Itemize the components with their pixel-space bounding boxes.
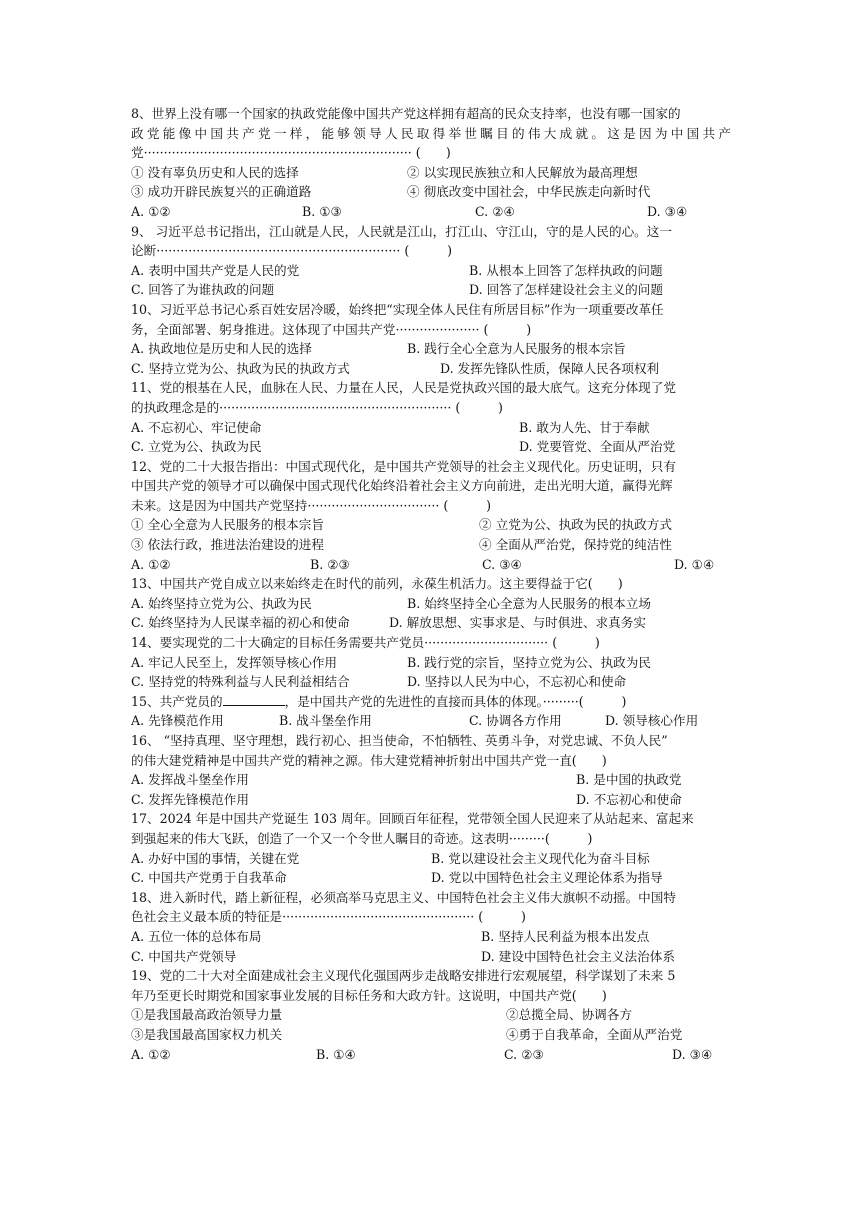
statement-3: ③ 依法行政，推进法治建设的进程 (131, 537, 324, 553)
question-18-options-row-1 (131, 927, 731, 947)
option-d[interactable]: D. 回答了怎样建设社会主义的问题 (469, 282, 663, 298)
question-17 (131, 809, 731, 887)
question-12-stem-line-2: 中国共产党的领导才可以确保中国式现代化始终沿着社会主义方向前进，走出光明大道，赢得光辉 (131, 478, 673, 494)
question-17-stem-line-2: 到强起来的伟大飞跃，创造了一个又一个令世人瞩目的奇迹。这表明·········( ) (131, 830, 593, 846)
question-8 (131, 104, 731, 222)
question-9-options-row-2 (131, 280, 731, 300)
question-9-options-row-1 (131, 261, 731, 281)
statement-1: ① 没有辜负历史和人民的选择 (131, 164, 299, 180)
option-d[interactable]: D. 坚持以人民为中心，不忘初心和使命 (407, 674, 627, 690)
option-c[interactable]: C. ②④ (475, 203, 515, 219)
question-12-statements-row-1 (131, 515, 731, 535)
option-c[interactable]: C. 发挥先锋模范作用 (131, 791, 249, 807)
statement-2: ② 以实现民族独立和人民解放为最高理想 (407, 164, 638, 180)
option-c[interactable]: C. 中国共产党勇于自我革命 (131, 870, 287, 886)
question-16 (131, 731, 731, 809)
question-18-stem-line-1: 18、进入新时代，踏上新征程，必须高举马克思主义、中国特色社会主义伟大旗帜不动摇。中国特 (131, 889, 676, 905)
question-14-stem: 14、要实现党的二十大确定的目标任务需要共产党员······························· ( ) (131, 635, 600, 651)
option-c[interactable]: C. ③④ (482, 556, 522, 572)
option-b[interactable]: B. ①④ (316, 1046, 356, 1062)
option-c[interactable]: C. 坚持立党为公、执政为民的执政方式 (131, 360, 350, 376)
option-b[interactable]: B. 是中国的执政党 (576, 772, 682, 788)
question-8-options (131, 202, 731, 222)
question-13-options-row-1 (131, 594, 731, 614)
option-d[interactable]: D. ①④ (674, 556, 715, 572)
question-12-statements-row-2 (131, 535, 731, 555)
question-17-stem-line-1: 17、2024 年是中国共产党诞生 103 周年。回顾百年征程，党带领全国人民迎来了从站起来、富起来 (131, 811, 694, 827)
question-12 (131, 457, 731, 575)
question-15-stem (131, 692, 731, 712)
question-19-options (131, 1045, 731, 1065)
question-16-stem-line-2: 的伟大建党精神是中国共产党的精神之源。伟大建党精神折射出中国共产党一直( ) (131, 752, 607, 768)
statement-3: ③是我国最高国家权力机关 (131, 1026, 283, 1042)
question-15 (131, 692, 731, 731)
question-12-stem-line-1: 12、党的二十大报告指出：中国式现代化，是中国共产党领导的社会主义现代化。历史证明，只有 (131, 458, 676, 474)
question-19 (131, 966, 731, 1064)
question-17-options-row-1 (131, 849, 731, 869)
question-15-stem-start: 15、共产党员的 (131, 693, 223, 709)
option-b[interactable]: B. 始终坚持全心全意为人民服务的根本立场 (407, 595, 651, 611)
question-8-stem-line-1: 8、世界上没有哪一个国家的执政党能像中国共产党这样拥有超高的民众支持率，也没有哪一国家的 (131, 106, 681, 121)
option-b[interactable]: B. 敢为人先、甘于奉献 (519, 419, 650, 435)
statement-1: ①是我国最高政治领导力量 (131, 1007, 283, 1023)
question-12-options (131, 555, 731, 575)
worksheet-page (131, 104, 731, 1064)
statement-4: ④勇于自我革命，全面从严治党 (506, 1026, 683, 1042)
question-13 (131, 574, 731, 633)
option-c[interactable]: C. 坚持党的特殊利益与人民利益相结合 (131, 674, 350, 690)
option-a[interactable]: A. 发挥战斗堡垒作用 (131, 772, 249, 788)
question-9 (131, 222, 731, 300)
statement-2: ②总揽全局、协调各方 (506, 1007, 632, 1023)
option-a[interactable]: A. 牢记人民至上，发挥领导核心作用 (131, 654, 338, 670)
option-d[interactable]: D. ③④ (672, 1046, 713, 1062)
question-19-statements-row-1 (131, 1005, 731, 1025)
option-a[interactable]: A. ①② (131, 203, 171, 219)
option-a[interactable]: A. 始终坚持立党为公、执政为民 (131, 595, 312, 611)
option-d[interactable]: D. 党要管党、全面从严治党 (519, 439, 676, 455)
option-b[interactable]: B. ①③ (302, 203, 342, 219)
statement-4: ④ 全面从严治党，保持党的纯洁性 (479, 537, 672, 553)
option-a[interactable]: A. 不忘初心、牢记使命 (131, 419, 262, 435)
question-8-stem-line-3: 党··································································· ( ) (131, 145, 451, 161)
question-11 (131, 378, 731, 456)
question-16-options-row-2 (131, 790, 731, 810)
question-10-options-row-2 (131, 359, 731, 379)
question-12-stem-line-3: 未来。这是因为中国共产党坚持································· ( ) (131, 497, 492, 513)
question-14-options-row-1 (131, 653, 731, 673)
option-b[interactable]: B. 战斗堡垒作用 (279, 713, 372, 729)
question-17-options-row-2 (131, 868, 731, 888)
question-13-stem: 13、中国共产党自成立以来始终走在时代的前列，永葆生机活力。这主要得益于它( ) (131, 576, 623, 592)
statement-3: ③ 成功开辟民族复兴的正确道路 (131, 184, 312, 200)
question-10 (131, 300, 731, 378)
question-18-options-row-2 (131, 947, 731, 967)
answer-blank[interactable] (223, 693, 285, 706)
question-10-stem-line-1: 10、习近平总书记心系百姓安居冷暖，始终把“实现全体人民住有所居目标”作为一项重要改革任 (131, 301, 664, 317)
question-15-options (131, 711, 731, 731)
question-19-stem-line-1: 19、党的二十大对全面建成社会主义现代化强国两步走战略安排进行宏观展望，科学谋划了未来 5 (131, 968, 676, 984)
question-8-stem-line-2: 政党能像中国共产党一样，能够领导人民取得举世瞩目的伟大成就。这是因为中国共产 (131, 125, 731, 141)
option-d[interactable]: D. 领导核心作用 (605, 713, 699, 729)
option-c[interactable]: C. 始终坚持为人民谋幸福的初心和使命 (131, 615, 350, 631)
option-a[interactable]: A. 办好中国的事情，关键在党 (131, 850, 300, 866)
option-a[interactable]: A. 执政地位是历史和人民的选择 (131, 341, 312, 357)
option-a[interactable]: A. 表明中国共产党是人民的党 (131, 262, 300, 278)
option-d[interactable]: D. 党以中国特色社会主义理论体系为指导 (431, 870, 663, 886)
option-d[interactable]: D. 不忘初心和使命 (576, 791, 682, 807)
question-19-statements-row-2 (131, 1025, 731, 1045)
option-d[interactable]: D. 建设中国特色社会主义法治体系 (481, 948, 675, 964)
option-c[interactable]: C. 回答了为谁执政的问题 (131, 282, 275, 298)
question-18 (131, 888, 731, 966)
option-b[interactable]: B. 党以建设社会主义现代化为奋斗目标 (431, 850, 650, 866)
option-b[interactable]: B. 践行全心全意为人民服务的根本宗旨 (407, 341, 626, 357)
question-16-options-row-1 (131, 770, 731, 790)
question-16-stem-line-1: 16、 “坚持真理、坚守理想，践行初心、担当使命，不怕牺牲、英勇斗争，对党忠诚、不负人民” (131, 733, 668, 748)
question-9-stem-line-2: 论断····························································· ( ) (131, 243, 452, 259)
statement-1: ① 全心全意为人民服务的根本宗旨 (131, 517, 324, 533)
question-10-stem-line-2: 务，全面部署、躬身推进。这体现了中国共产党····················· ( ) (131, 321, 532, 337)
question-13-options-row-2 (131, 613, 731, 633)
option-c[interactable]: C. ②③ (504, 1046, 544, 1062)
question-14-options-row-2 (131, 672, 731, 692)
option-d[interactable]: D. 解放思想、实事求是、与时俱进、求真务实 (389, 615, 646, 631)
question-11-stem-line-1: 11、党的根基在人民，血脉在人民、力量在人民，人民是党执政兴国的最大底气。这充分体现了党 (131, 380, 676, 396)
question-10-options-row-1 (131, 339, 731, 359)
question-11-options-row-1 (131, 418, 731, 438)
question-11-options-row-2 (131, 437, 731, 457)
option-b[interactable]: B. 从根本上回答了怎样执政的问题 (469, 262, 663, 278)
option-b[interactable]: B. 坚持人民利益为根本出发点 (481, 928, 650, 944)
question-18-stem-line-2: 色社会主义最本质的特征是················································ ( ) (131, 909, 526, 925)
option-c[interactable]: C. 协调各方作用 (469, 713, 562, 729)
question-14 (131, 633, 731, 692)
question-11-stem-line-2: 的执政理念是的·························································· ( ) (131, 399, 503, 415)
question-15-stem-end: ，是中国共产党的先进性的直接而具体的体现。·········( ) (284, 693, 627, 709)
option-d[interactable]: D. 发挥先锋队性质，保障人民各项权利 (440, 360, 660, 376)
option-c[interactable]: C. 中国共产党领导 (131, 948, 237, 964)
option-b[interactable]: B. ②③ (310, 556, 350, 572)
statement-4: ④ 彻底改变中国社会，中华民族走向新时代 (407, 184, 651, 200)
question-8-statements-row-1 (131, 163, 731, 183)
option-a[interactable]: A. 五位一体的总体布局 (131, 928, 262, 944)
question-8-statements-row-2 (131, 182, 731, 202)
option-a[interactable]: A. 先锋模范作用 (131, 713, 224, 729)
option-c[interactable]: C. 立党为公、执政为民 (131, 439, 262, 455)
option-a[interactable]: A. ①② (131, 556, 171, 572)
option-a[interactable]: A. ①② (131, 1046, 171, 1062)
statement-2: ② 立党为公、执政为民的执政方式 (479, 517, 672, 533)
question-19-stem-line-2: 年乃至更长时期党和国家事业发展的目标任务和大政方针。这说明，中国共产党( ) (131, 987, 607, 1003)
question-9-stem-line-1: 9、 习近平总书记指出，江山就是人民，人民就是江山，打江山、守江山，守的是人民的心。这一 (131, 223, 672, 239)
option-d[interactable]: D. ③④ (647, 203, 688, 219)
option-b[interactable]: B. 践行党的宗旨，坚持立党为公、执政为民 (407, 654, 651, 670)
